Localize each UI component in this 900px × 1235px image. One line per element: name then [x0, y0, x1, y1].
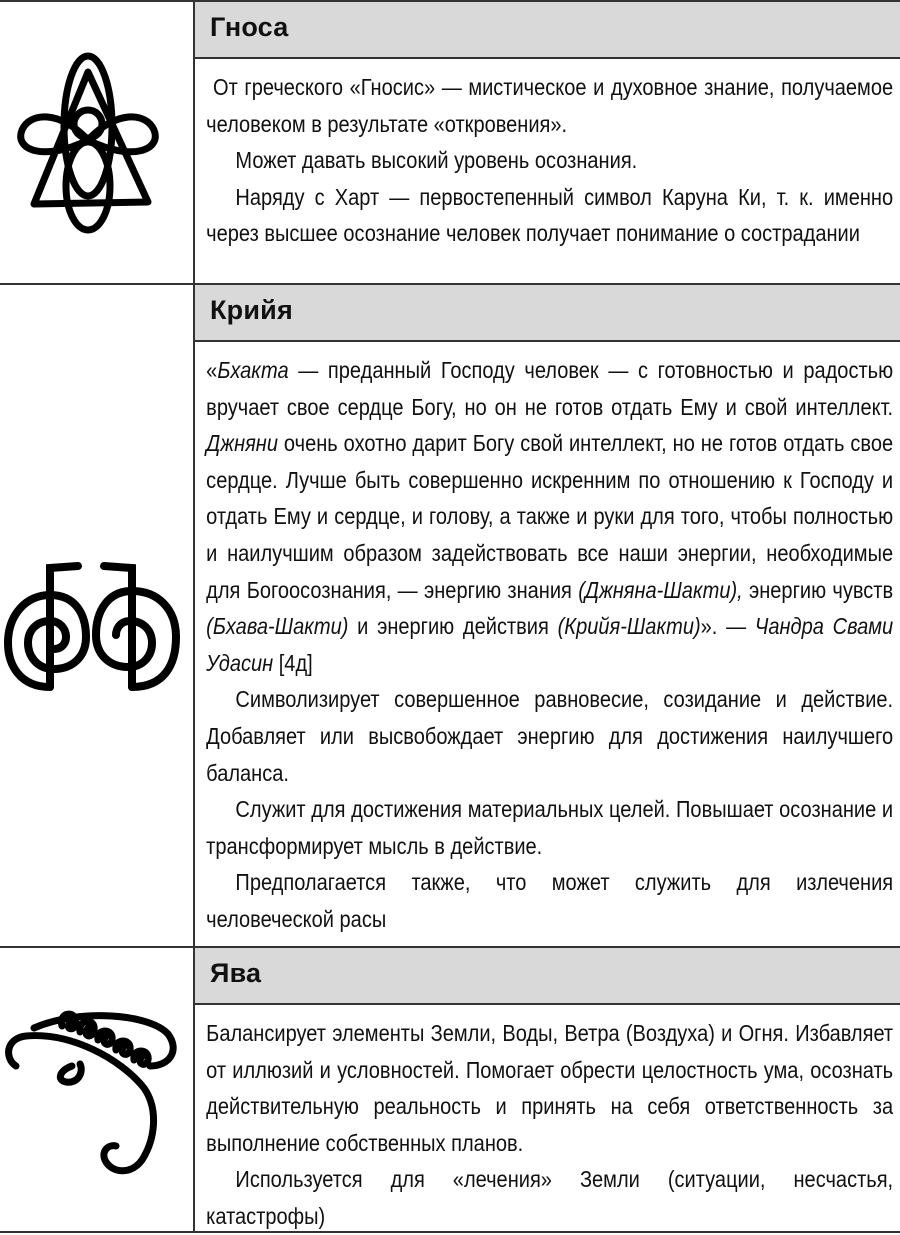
- italic-term: Джняни: [206, 430, 278, 457]
- entry-title-bar: [195, 285, 900, 342]
- entry-title: Крийя: [210, 295, 293, 325]
- paragraph: Наряду с Харт — первостепенный символ Каруна Ки, т. к. именно через высшее осознание человек получает понимание о сострадании: [206, 183, 894, 247]
- entry-description: [195, 59, 900, 252]
- gnosa-symbol-icon: [0, 2, 193, 283]
- table-row-gnosa: [0, 2, 900, 283]
- symbol-cell: [0, 2, 195, 283]
- italic-term: (Бхава-Шакти): [206, 613, 349, 640]
- paragraph: Предполагается также, что может служить для излечения человеческой расы: [206, 869, 894, 932]
- italic-term: (Крийя-Шакти): [557, 613, 701, 640]
- quote-text: и энергию действия: [348, 613, 558, 640]
- entry-title: Ява: [210, 958, 262, 988]
- quote-reference: [4д]: [273, 649, 313, 676]
- entry-title-bar: [195, 2, 900, 59]
- symbol-cell: [0, 948, 195, 1231]
- paragraph: Служит для достижения материальных целей. Повышает осознание и трансформирует мысль в действие.: [206, 796, 894, 859]
- entry-description: [195, 1005, 900, 1235]
- entry-title: Гноса: [210, 12, 289, 42]
- yava-symbol-icon: [0, 948, 193, 1231]
- entry-title-bar: [195, 948, 900, 1005]
- quote-open: «: [206, 357, 218, 383]
- kriya-symbol-icon: [0, 285, 193, 946]
- quote-text: ». —: [700, 613, 755, 640]
- symbol-cell: [0, 285, 195, 946]
- paragraph: Символизирует совершенное равновесие, созидание и действие. Добавляет или высвобождает энергию для достижения наилучшего баланса.: [206, 686, 894, 786]
- quote-paragraph: [206, 352, 893, 681]
- paragraph: Балансирует элементы Земли, Воды, Ветра (Воздуха) и Огня. Избавляет от иллюзий и условностей. Помогает обрести целостность ума, осознать действительную реальность и принять на себя ответственность за выполнение собственных планов.: [206, 1020, 894, 1156]
- quote-text: очень охотно дарит Богу свой интеллект, но не готов отдать свое сердце. Лучше быть совершенно искренним по отношению к Господу и отдать Ему и сердце, и голову, а также и руки для того, чтобы полностью и наилучшим образом задействовать все наши энергии, необходимые для Богоосознания, — энергию знания: [206, 430, 894, 603]
- quote-text: — преданный Господу человек — с готовностью и радостью вручает свое сердце Богу, но он не готов отдать Ему и свой интеллект.: [206, 357, 894, 420]
- paragraph: От греческого «Гносис» — мистическое и духовное знание, получаемое человеком в результате «откровения».: [206, 74, 894, 137]
- italic-term: Бхакта: [217, 357, 289, 383]
- paragraph: Может давать высокий уровень осознания.: [235, 147, 638, 174]
- table-row-yava: [0, 948, 900, 1231]
- italic-term: (Джняна-Шакти),: [578, 576, 743, 603]
- quote-author: Чандра Свами Удасин: [206, 613, 894, 676]
- quote-text: энергию чувств: [742, 576, 894, 603]
- paragraph: Используется для «лечения» Земли (ситуации, несчастья, катастрофы): [206, 1166, 894, 1229]
- entry-description: [195, 342, 900, 938]
- table-row-kriya: [0, 285, 900, 946]
